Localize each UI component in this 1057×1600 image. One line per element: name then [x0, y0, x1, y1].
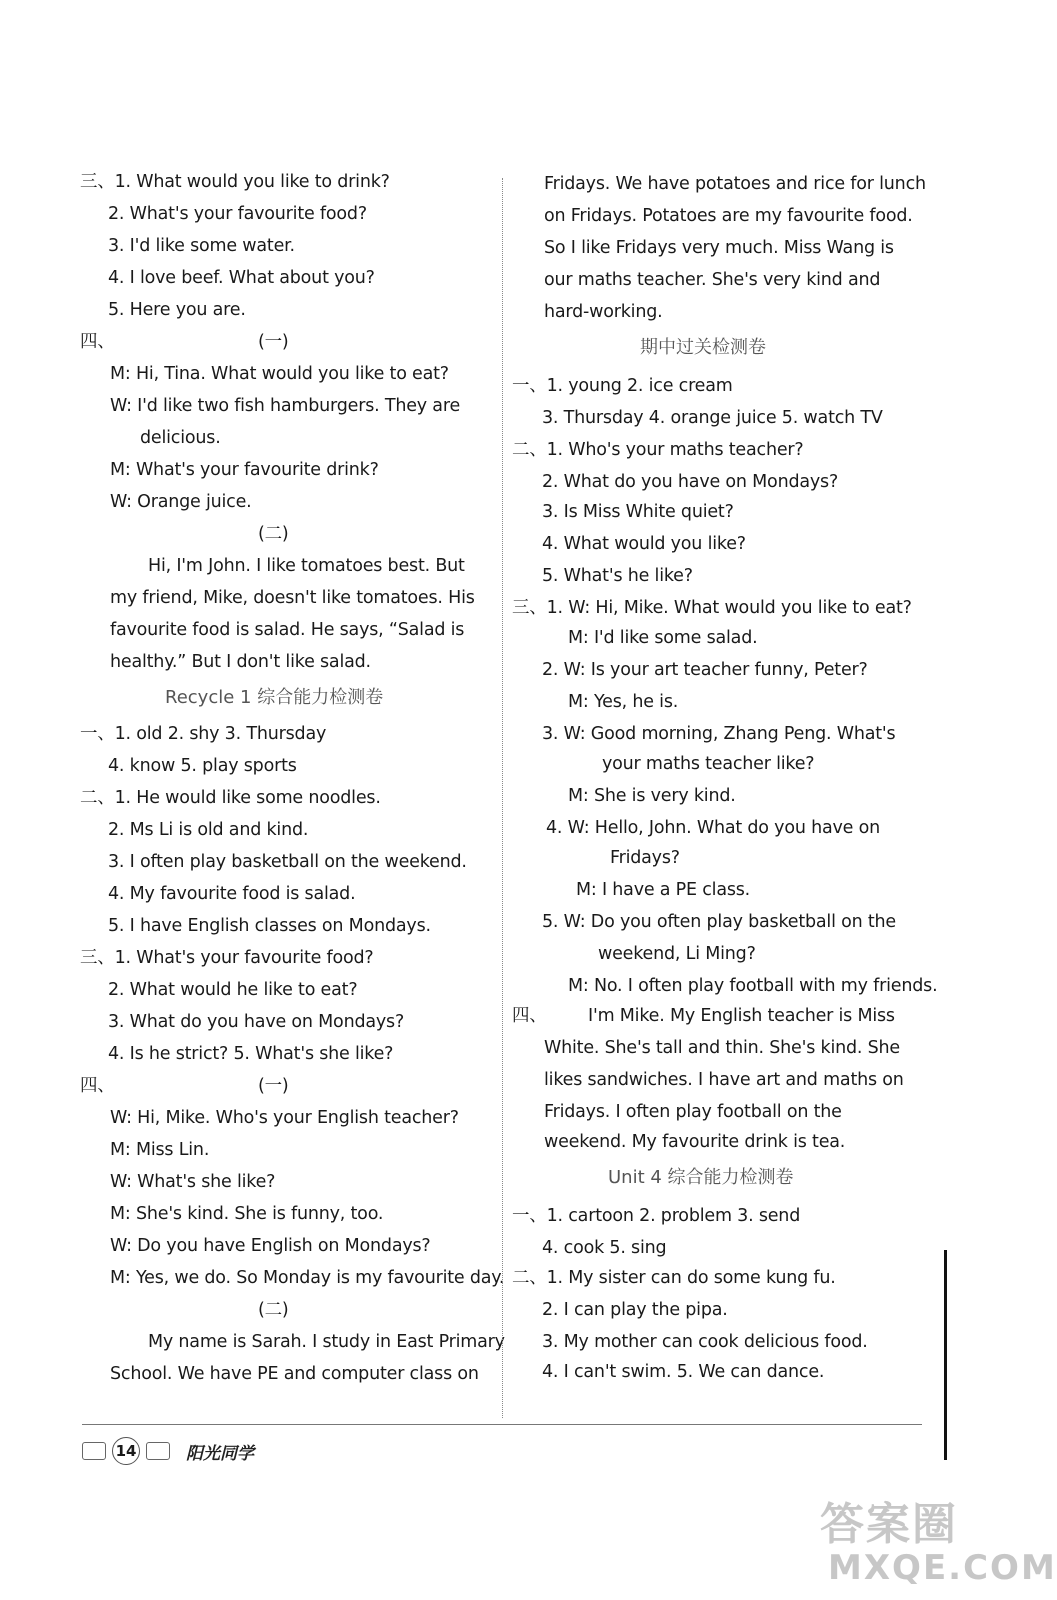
answer-line: M: I'd like some salad.: [568, 628, 758, 648]
answer-line: 2. What's your favourite food?: [108, 204, 367, 224]
answer-line: W: What's she like?: [110, 1172, 276, 1192]
section-heading: Recycle 1 综合能力检测卷: [165, 687, 384, 708]
answer-line: 3. What do you have on Mondays?: [108, 1012, 405, 1032]
answer-line: 4. Is he strict? 5. What's she like?: [108, 1044, 394, 1064]
answer-line: 4. What would you like?: [542, 534, 746, 554]
answer-line: M: No. I often play football with my friends.: [568, 976, 938, 996]
page-footer: [82, 1436, 254, 1466]
answer-line: (一): [258, 332, 289, 352]
answer-line: 3. W: Good morning, Zhang Peng. What's: [542, 724, 896, 744]
answer-line: our maths teacher. She's very kind and: [544, 270, 881, 290]
answer-line: 4. cook 5. sing: [542, 1238, 667, 1258]
answer-line: Hi, I'm John. I like tomatoes best. But: [148, 556, 465, 576]
answer-line: (二): [258, 524, 289, 544]
answer-line: 四、: [80, 1076, 115, 1096]
answer-line: 一、1. cartoon 2. problem 3. send: [512, 1206, 801, 1226]
answer-line: W: I'd like two fish hamburgers. They are: [110, 396, 461, 416]
answer-line: I'm Mike. My English teacher is Miss: [588, 1006, 895, 1026]
answer-line: Fridays. We have potatoes and rice for lunch: [544, 174, 926, 194]
answer-line: 3. I'd like some water.: [108, 236, 295, 256]
answer-line: M: She's kind. She is funny, too.: [110, 1204, 384, 1224]
answer-line: 二、1. Who's your maths teacher?: [512, 440, 804, 460]
footer-box-icon: [146, 1442, 170, 1460]
answer-line: M: She is very kind.: [568, 786, 736, 806]
answer-line: 2. Ms Li is old and kind.: [108, 820, 309, 840]
answer-line: So I like Fridays very much. Miss Wang is: [544, 238, 894, 258]
answer-line: 2. W: Is your art teacher funny, Peter?: [542, 660, 868, 680]
answer-line: my friend, Mike, doesn't like tomatoes. His: [110, 588, 475, 608]
answer-line: likes sandwiches. I have art and maths on: [544, 1070, 904, 1090]
answer-line: (一): [258, 1076, 289, 1096]
column-divider: [502, 178, 503, 1418]
answer-line: 3. I often play basketball on the weekend.: [108, 852, 467, 872]
answer-line: 四、: [512, 1006, 547, 1026]
answer-line: (二): [258, 1300, 289, 1320]
answer-line: 二、1. My sister can do some kung fu.: [512, 1268, 836, 1288]
footer-box-icon: [82, 1442, 106, 1460]
answer-line: 3. Is Miss White quiet?: [542, 502, 734, 522]
answer-line: M: What's your favourite drink?: [110, 460, 379, 480]
answer-line: 三、1. W: Hi, Mike. What would you like to eat?: [512, 598, 912, 618]
watermark-en: MXQE.COM: [828, 1548, 1057, 1588]
answer-line: 5. Here you are.: [108, 300, 246, 320]
page-number: 14: [112, 1437, 140, 1465]
answer-line: your maths teacher like?: [602, 754, 815, 774]
answer-line: 3. Thursday 4. orange juice 5. watch TV: [542, 408, 883, 428]
answer-line: School. We have PE and computer class on: [110, 1364, 479, 1384]
answer-line: delicious.: [140, 428, 221, 448]
answer-line: Fridays. I often play football on the: [544, 1102, 842, 1122]
answer-line: 5. What's he like?: [542, 566, 693, 586]
answer-line: 三、1. What would you like to drink?: [80, 172, 390, 192]
answer-line: M: Miss Lin.: [110, 1140, 210, 1160]
answer-line: 4. I love beef. What about you?: [108, 268, 375, 288]
answer-line: 四、: [80, 332, 115, 352]
answer-line: 3. My mother can cook delicious food.: [542, 1332, 868, 1352]
answer-line: My name is Sarah. I study in East Primary: [148, 1332, 505, 1352]
answer-line: 4. My favourite food is salad.: [108, 884, 356, 904]
answer-line: 二、1. He would like some noodles.: [80, 788, 381, 808]
answer-line: W: Hi, Mike. Who's your English teacher?: [110, 1108, 459, 1128]
answer-line: 5. W: Do you often play basketball on the: [542, 912, 897, 932]
answer-line: Fridays?: [610, 848, 680, 868]
section-heading: 期中过关检测卷: [640, 337, 766, 358]
answer-line: weekend, Li Ming?: [598, 944, 756, 964]
footer-rule: [82, 1424, 922, 1425]
answer-line: favourite food is salad. He says, “Salad is: [110, 620, 465, 640]
answer-line: 一、1. young 2. ice cream: [512, 376, 733, 396]
answer-line: M: Hi, Tina. What would you like to eat?: [110, 364, 449, 384]
answer-line: 一、1. old 2. shy 3. Thursday: [80, 724, 327, 744]
answer-line: W: Orange juice.: [110, 492, 252, 512]
brand-logo: 阳光同学: [186, 1443, 254, 1464]
answer-line: W: Do you have English on Mondays?: [110, 1236, 431, 1256]
answer-line: 4. W: Hello, John. What do you have on: [546, 818, 880, 838]
watermark-cn: 答案圈: [820, 1499, 958, 1550]
answer-line: hard-working.: [544, 302, 663, 322]
answer-line: M: I have a PE class.: [576, 880, 751, 900]
margin-bar: [944, 1250, 947, 1460]
answer-line: 三、1. What's your favourite food?: [80, 948, 374, 968]
answer-line: 4. I can't swim. 5. We can dance.: [542, 1362, 825, 1382]
answer-line: 5. I have English classes on Mondays.: [108, 916, 431, 936]
section-heading: Unit 4 综合能力检测卷: [608, 1167, 794, 1188]
answer-line: White. She's tall and thin. She's kind. She: [544, 1038, 901, 1058]
answer-line: M: Yes, we do. So Monday is my favourite day.: [110, 1268, 505, 1288]
answer-line: 2. What do you have on Mondays?: [542, 472, 839, 492]
answer-line: 4. know 5. play sports: [108, 756, 297, 776]
answer-line: healthy.” But I don't like salad.: [110, 652, 371, 672]
watermark: [810, 1488, 1057, 1596]
answer-line: 2. I can play the pipa.: [542, 1300, 728, 1320]
answer-line: on Fridays. Potatoes are my favourite food.: [544, 206, 913, 226]
answer-line: weekend. My favourite drink is tea.: [544, 1132, 846, 1152]
answer-line: M: Yes, he is.: [568, 692, 679, 712]
answer-line: 2. What would he like to eat?: [108, 980, 358, 1000]
